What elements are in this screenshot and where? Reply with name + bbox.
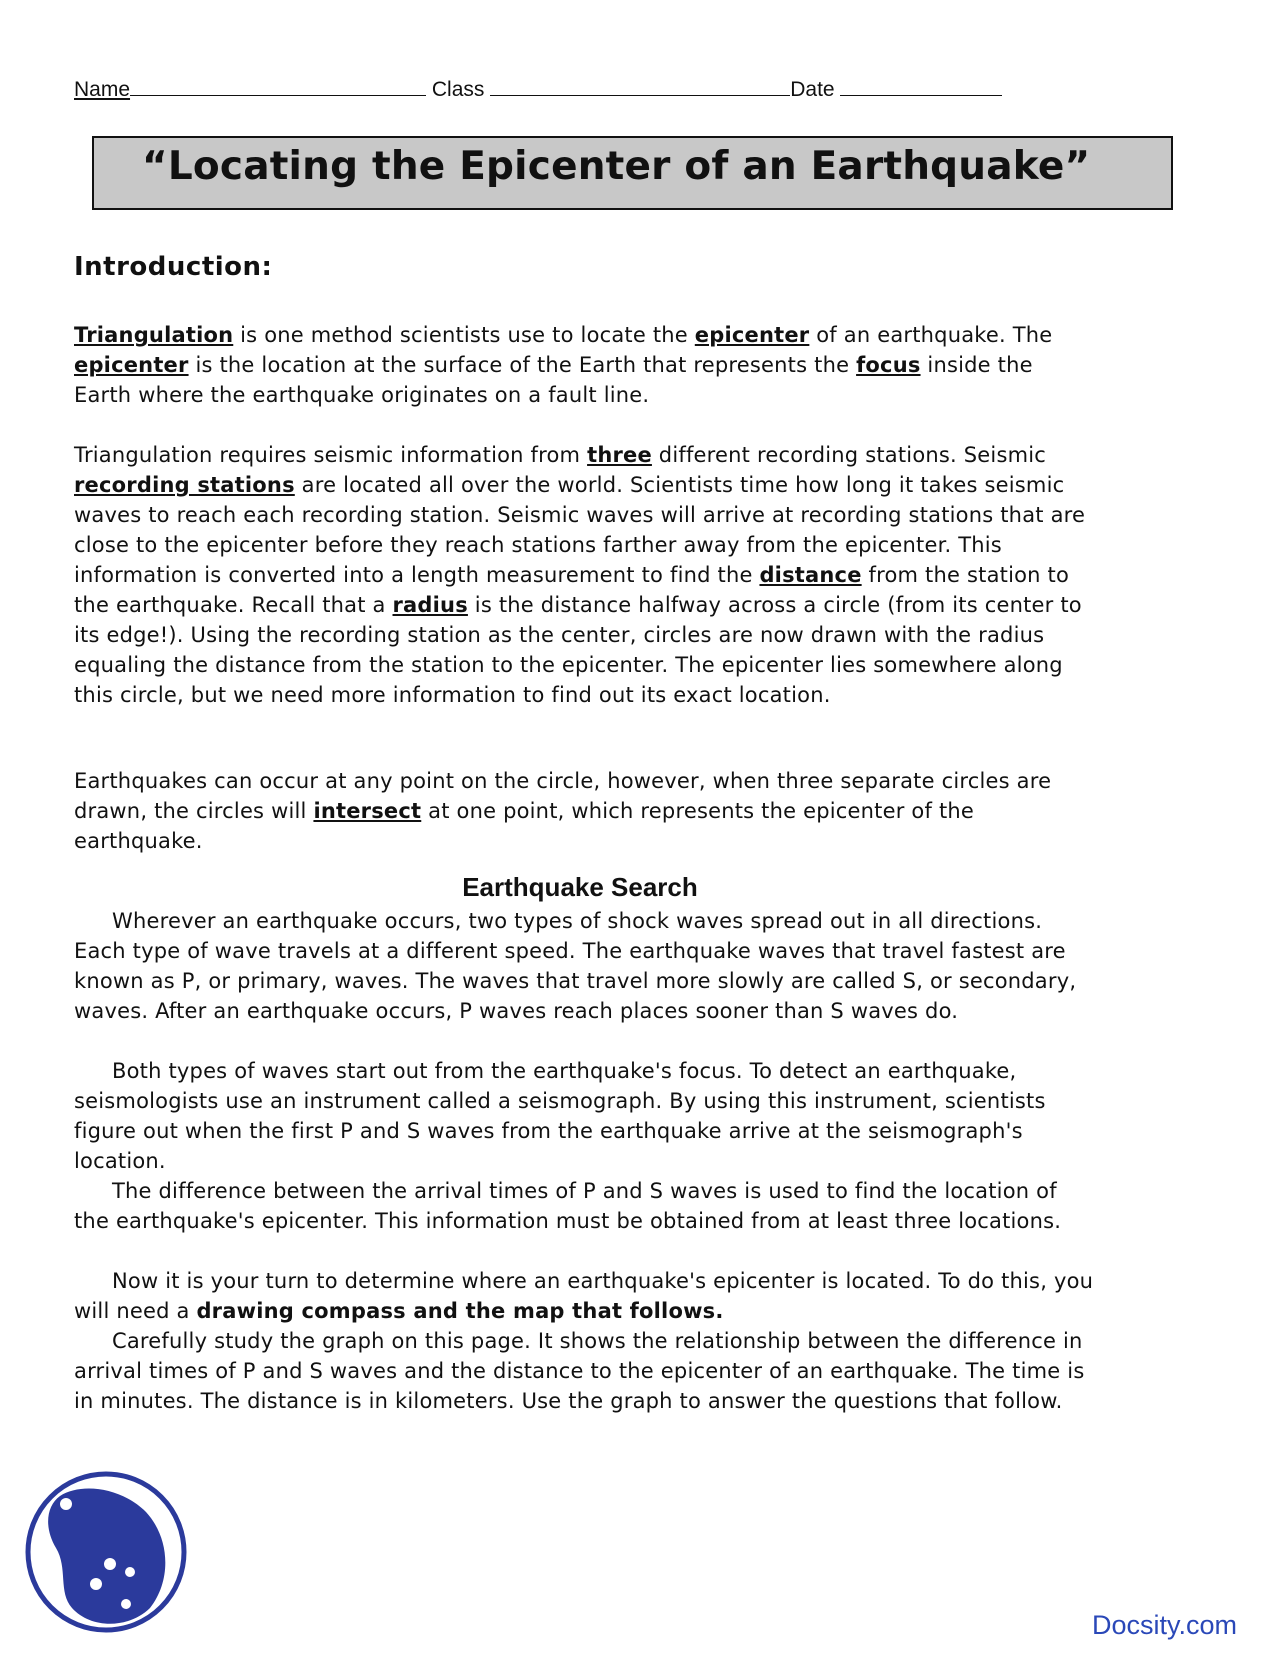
title-box bbox=[92, 136, 1173, 210]
docsity-brand-link[interactable]: Docsity.com bbox=[1092, 1610, 1238, 1640]
term-three: three bbox=[587, 443, 652, 467]
name-field[interactable] bbox=[130, 78, 426, 96]
search-paragraph-4: Now it is your turn to determine where an earthquake's epicenter is located. To do this, you will need a drawing compass and the map that follows. bbox=[74, 1269, 1094, 1323]
intro-paragraph-3: Earthquakes can occur at any point on the circle, however, when three separate circles are drawn, the circles will intersect at one point, which represents the epicenter of the earthquake. bbox=[74, 769, 1052, 853]
term-recording-stations: recording stations bbox=[74, 473, 295, 497]
introduction-heading: Introduction: bbox=[74, 252, 273, 282]
class-label: Class bbox=[431, 78, 485, 101]
date-label: Date bbox=[790, 78, 835, 101]
term-epicenter: epicenter bbox=[74, 353, 189, 377]
search-paragraph-1: Wherever an earthquake occurs, two types of shock waves spread out in all directions. Each type of wave travels at a different speed. The earthquake waves that travel fastest are known as P, or primary, waves. The waves that travel more slowly are called S, or secondary, waves. After an earthquake occurs, P waves reach places sooner than S waves do. bbox=[74, 909, 1077, 1023]
docsity-logo-icon bbox=[22, 1468, 190, 1636]
intro-paragraph-2: Triangulation requires seismic information from three different recording stations. Seismic recording stations are located all over the world. Scientists time how long it takes seismic waves to reach each recording station. Seismic waves will arrive at recording stations that are close to the epicenter before they reach stations farther away from the epicenter. This information is converted into a length measurement to find the distance from the station to the earthquake. Recall that a radius is the distance halfway across a circle (from its center to its edge!). Using the recording station as the center, circles are now drawn with the radius equaling the distance from the station to the epicenter. The epicenter lies somewhere along this circle, but we need more information to find out its exact location. bbox=[74, 443, 1086, 707]
term-epicenter: epicenter bbox=[694, 323, 810, 347]
intro-paragraph-1: Triangulation is one method scientists use to locate the epicenter of an earthquake. The epicenter is the location at the surface of the Earth that represents the focus inside the Earth where the earthquake originates on a fault line. bbox=[74, 323, 1053, 407]
term-triangulation: Triangulation bbox=[74, 323, 234, 347]
term-intersect: intersect bbox=[313, 799, 422, 823]
header-fields bbox=[74, 78, 1074, 102]
search-paragraph-5: Carefully study the graph on this page. It shows the relationship between the difference in arrival times of P and S waves and the distance to the epicenter of an earthquake. The time is in minutes. The distance is in kilometers. Use the graph to answer the questions that follow. bbox=[74, 1329, 1085, 1413]
page-title: “Locating the Epicenter of an Earthquake” bbox=[142, 144, 1091, 189]
search-paragraph-3: The difference between the arrival times of P and S waves is used to find the location of the earthquake's epicenter. This information must be obtained from at least three locations. bbox=[74, 1179, 1062, 1233]
class-field[interactable] bbox=[490, 78, 790, 96]
term-focus: focus bbox=[856, 353, 921, 377]
search-paragraph-2: Both types of waves start out from the earthquake's focus. To detect an earthquake, seismologists use an instrument called a seismograph. By using this instrument, scientists figure out when the first P and S waves from the earthquake arrive at the seismograph's location. bbox=[74, 1059, 1046, 1173]
date-field[interactable] bbox=[840, 78, 1002, 96]
term-distance: distance bbox=[759, 563, 862, 587]
earthquake-search-heading: Earthquake Search bbox=[462, 872, 698, 902]
term-radius: radius bbox=[392, 593, 468, 617]
name-label: Name bbox=[74, 78, 131, 101]
materials-needed: drawing compass and the map that follows. bbox=[196, 1299, 724, 1323]
